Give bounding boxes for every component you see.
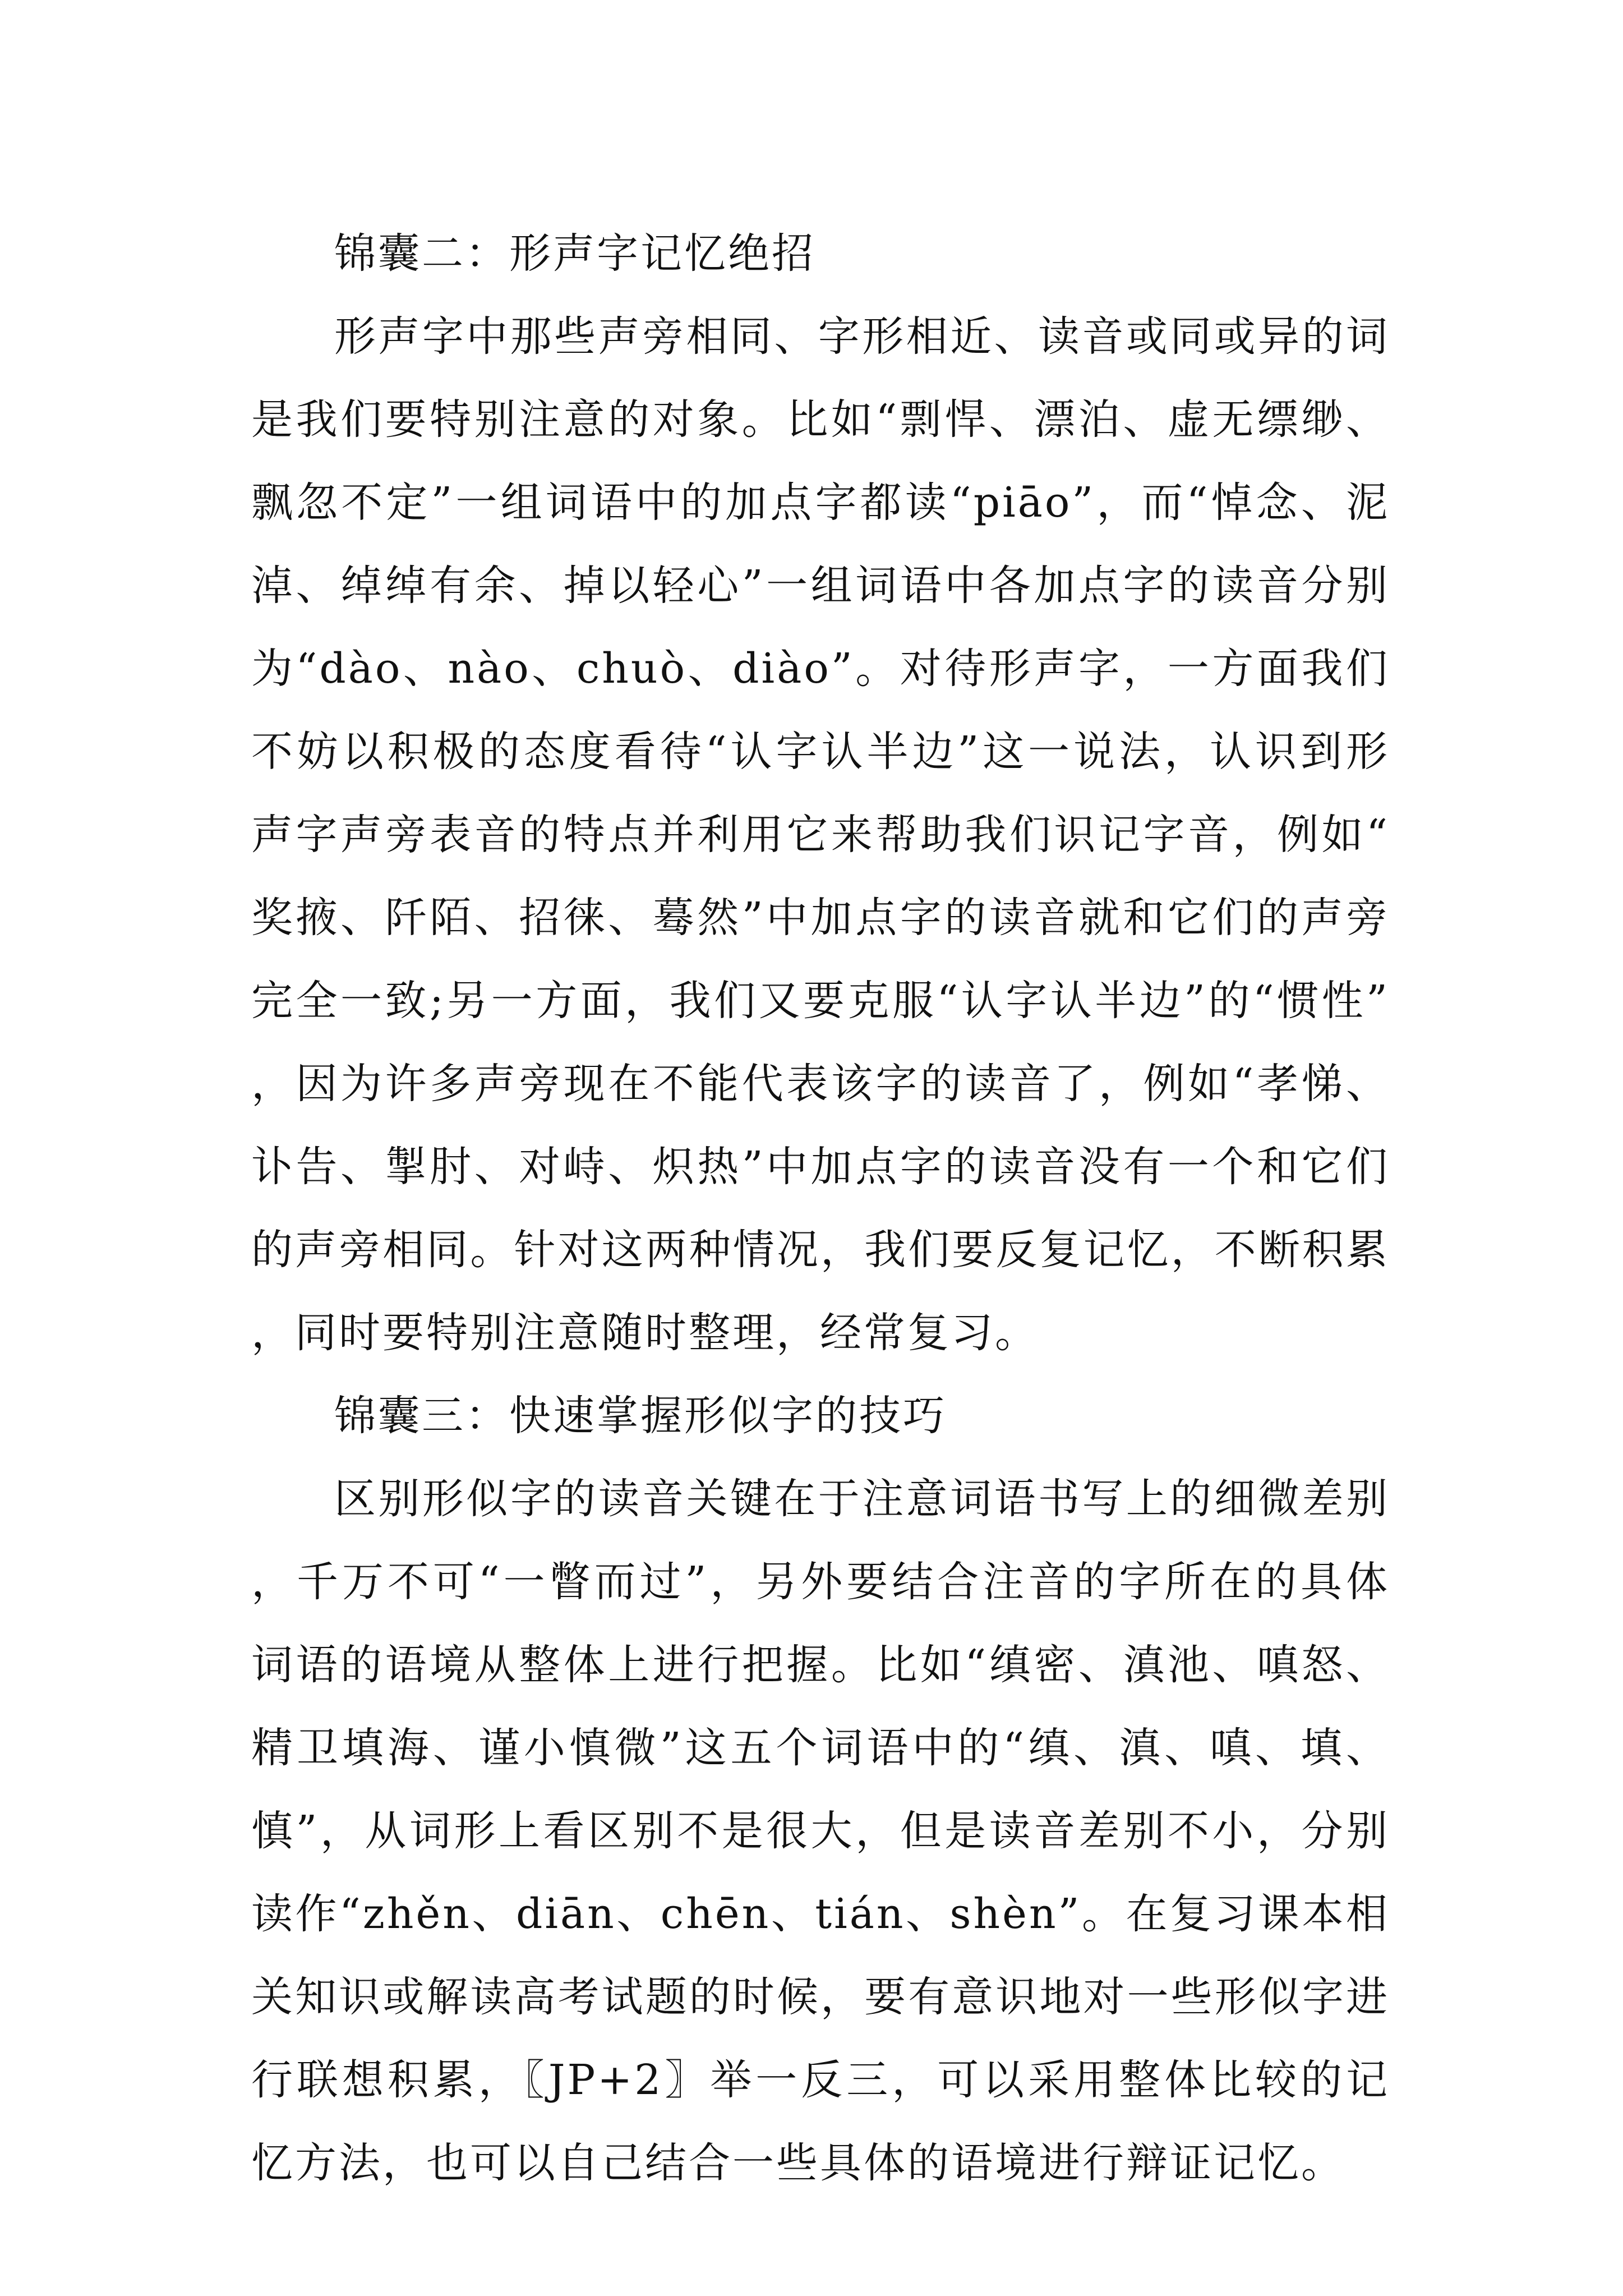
section-jinnang-3: [251, 1374, 1390, 2205]
section-paragraph: 形声字中那些声旁相同、字形相近、读音或同或异的词是我们要特别注意的对象。比如“剽悍、漂泊、虚无缥缈、飘忽不定”一组词语中的加点字都读“piāo”，而“悼念、泥淖、绰绰有余、掉以轻心”一组词语中各加点字的读音分别为“dào、nào、chuò、diào”。对待形声字，一方面我们不妨以积极的态度看待“认字认半边”这一说法，认识到形声字声旁表音的特点并利用它来帮助我们识记字音，例如“奖掖、阡陌、招徕、蓦然”中加点字的读音就和它们的声旁完全一致;另一方面，我们又要克服“认字认半边”的“惯性”，因为许多声旁现在不能代表该字的读音了，例如“孝悌、讣告、掣肘、对峙、炽热”中加点字的读音没有一个和它们的声旁相同。针对这两种情况，我们要反复记忆，不断积累，同时要特别注意随时整理，经常复习。: [251, 312, 1390, 1357]
document-body: [251, 212, 1390, 2205]
section-jinnang-2: [251, 212, 1390, 1374]
section-heading: 锦囊二：形声字记忆绝招: [334, 229, 815, 278]
section-paragraph: 区别形似字的读音关键在于注意词语书写上的细微差别，千万不可“一瞥而过”，另外要结合注音的字所在的具体词语的语境从整体上进行把握。比如“缜密、滇池、嗔怒、精卫填海、谨小慎微”这五个词语中的“缜、滇、嗔、填、慎”，从词形上看区别不是很大，但是读音差别不小，分别读作“zhěn、diān、chēn、tián、shèn”。在复习课本相关知识或解读高考试题的时候，要有意识地对一些形似字进行联想积累，〖JP+2〗举一反三，可以采用整体比较的记忆方法，也可以自己结合一些具体的语境进行辩证记忆。: [251, 1475, 1390, 2187]
section-heading: 锦囊三：快速掌握形似字的技巧: [334, 1392, 947, 1440]
